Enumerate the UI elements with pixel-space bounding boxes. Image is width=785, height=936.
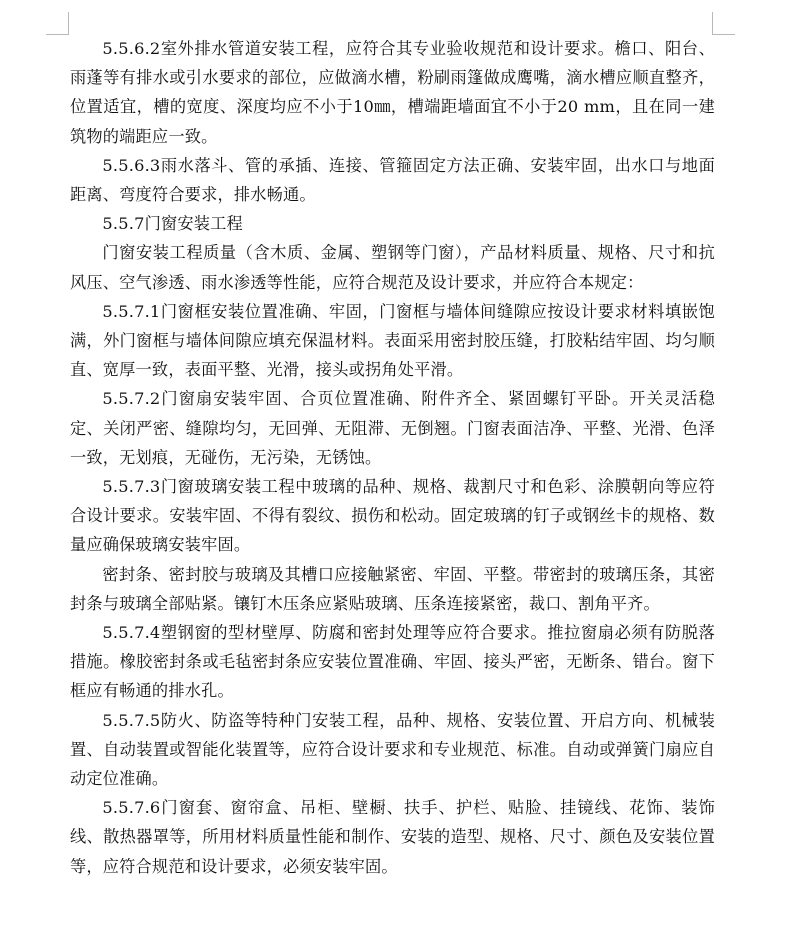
page-corner-mark-top-right [712,12,735,35]
paragraph-door-window-intro: 门窗安装工程质量（含木质、金属、塑钢等门窗），产品材料质量、规格、尺寸和抗风压、空气渗透、雨水渗透等性能，应符合规范及设计要求，并应符合本规定： [70,243,715,292]
paragraph-5-5-6-2: 5.5.6.2室外排水管道安装工程，应符合其专业验收规范和设计要求。檐口、阳台、雨蓬等有排水或引水要求的部位，应做滴水槽，粉刷雨篷做成鹰嘴，滴水槽应顺直整齐，位置适宜，槽的宽度、深度均应不小于10㎜，槽端距墙面宜不小于20 mm，且在同一建筑物的端距应一致。 [70,39,715,146]
paragraph-5-5-6-3: 5.5.6.3雨水落斗、管的承插、连接、管箍固定方法正确、安装牢固，出水口与地面距离、弯度符合要求，排水畅通。 [70,155,715,205]
section-heading-5-5-7: 5.5.7门窗安装工程 [102,214,243,234]
paragraph-5-5-7-6: 5.5.7.6门窗套、窗帘盒、吊柜、壁橱、扶手、护栏、贴脸、挂镜线、花饰、装饰线、散热器罩等，所用材料质量性能和制作、安装的造型、规格、尺寸、颜色及安装位置等，应符合规范和设计要求，必须安装牢固。 [70,798,715,876]
paragraph-5-5-7-5: 5.5.7.5防火、防盗等特种门安装工程，品种、规格、安装位置、开启方向、机械装置、自动装置或智能化装置等，应符合设计要求和专业规范、标准。自动或弹簧门扇应自动定位准确。 [70,710,715,789]
paragraph-sealing-strips: 密封条、密封胶与玻璃及其槽口应接触紧密、牢固、平整。带密封的玻璃压条，其密封条与玻璃全部贴紧。镶钉木压条应紧贴玻璃、压条连接紧密，裁口、割角平齐。 [70,564,715,613]
document-body [70,34,715,881]
paragraph-5-5-7-2: 5.5.7.2门窗扇安装牢固、合页位置准确、附件齐全、紧固螺钉平卧。开关灵活稳定、关闭严密、缝隙均匀，无回弹、无阻滞、无倒翘。门窗表面洁净、平整、光滑、色泽一致，无划痕，无碰伤，无污染，无锈蚀。 [70,389,715,467]
paragraph-5-5-7-1: 5.5.7.1门窗框安装位置准确、牢固，门窗框与墙体间缝隙应按设计要求材料填嵌饱满，外门窗框与墙体间隙应填充保温材料。表面采用密封胶压缝，打胶粘结牢固、均匀顺直、宽厚一致，表面平整、光滑，接头或拐角处平滑。 [70,301,715,380]
page-corner-mark-top-left [46,12,69,35]
paragraph-5-5-7-3: 5.5.7.3门窗玻璃安装工程中玻璃的品种、规格、裁割尺寸和色彩、涂膜朝向等应符合设计要求。安装牢固、不得有裂纹、损伤和松动。固定玻璃的钉子或钢丝卡的规格、数量应确保玻璃安装牢固。 [70,477,715,555]
paragraph-5-5-7-4: 5.5.7.4塑钢窗的型材壁厚、防腐和密封处理等应符合要求。推拉窗扇必须有防脱落措施。橡胶密封条或毛毡密封条应安装位置准确、牢固、接头严密，无断条、错台。窗下框应有畅通的排水孔。 [70,623,715,701]
